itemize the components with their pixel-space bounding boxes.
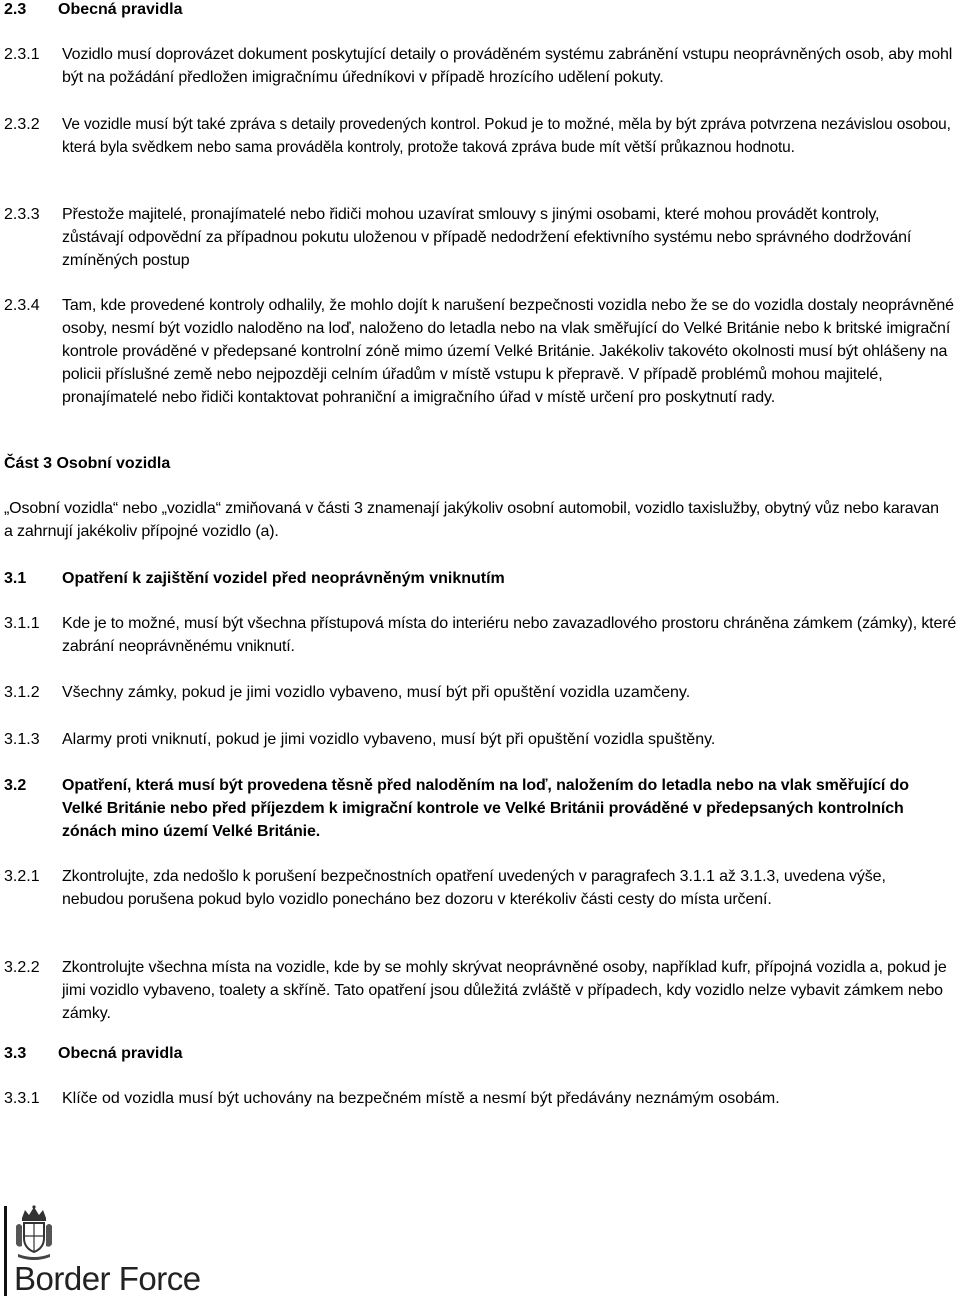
section-title: Obecná pravidla (58, 1, 183, 18)
paragraph-text: Všechny zámky, pokud je jimi vozidlo vybaveno, musí být při opuštění vozidla uzamčeny. (62, 684, 691, 701)
logo-divider (4, 1206, 7, 1296)
brand-name: Border Force (14, 1260, 201, 1297)
section-number: 2.3 (4, 1, 27, 18)
section-number: 3.1 (4, 570, 27, 587)
paragraph-text: Ve vozidle musí být také zpráva s detaily provedených kontrol. Pokud je to možné, měla by být zpráva potvrzena nezávislou osobou, která byla svědkem nebo sama prováděla kontroly, protože taková zpráva bude mít větší průkaznou hodnotu. (62, 116, 951, 156)
paragraph-number: 3.2.2 (4, 959, 40, 976)
section-title: Obecná pravidla (58, 1045, 183, 1062)
part-3-heading: Část 3 Osobní vozidla (4, 455, 171, 472)
section-title: Opatření k zajištění vozidel před neoprávněným vniknutím (62, 570, 505, 587)
paragraph-number: 3.1.2 (4, 684, 40, 701)
section-number: 3.2 (4, 777, 27, 794)
royal-crest-icon (12, 1204, 56, 1264)
section-3-1-heading (4, 567, 954, 590)
paragraph-text: Zkontrolujte všechna místa na vozidle, kde by se mohly skrývat neoprávněné osoby, například kufr, přípojná vozidla a, pokud je jimi vozidlo vybaveno, toalety a skříně. Tato opatření jsou důležitá zvláště v případech, kdy vozidlo nelze vybavit zámkem nebo zámky. (62, 959, 947, 1022)
paragraph-text: Tam, kde provedené kontroly odhalily, že mohlo dojít k narušení bezpečnosti vozidla nebo že se do vozidla dostaly neoprávněné osoby, nesmí být vozidlo naloděno na loď, naloženo do letadla nebo na vlak směřující do Velké Británie nebo k britské imigrační kontrole prováděné v předepsané kontrolní zóně mimo území Velké Británie. Jakékoliv takovéto okolnosti musí být ohlášeny na policii příslušné země nebo nejpozději celním úřadům v místě vstupu k přepravě. V případě problémů mohou majitelé, pronajímatelé nebo řidiči kontaktovat pohraniční a imigračního úřad v místě určení pro poskytnutí rady. (62, 297, 954, 406)
part-3-intro: „Osobní vozidla“ nebo „vozidla“ zmiňovaná v části 3 znamenají jakýkoliv osobní automobil, vozidlo taxislužby, obytný vůz nebo karavan a zahrnují jakékoliv přípojné vozidlo (a). (4, 500, 939, 540)
paragraph-text: Alarmy proti vniknutí, pokud je jimi vozidlo vybaveno, musí být při opuštění vozidla spuštěny. (62, 731, 716, 748)
section-title: Opatření, která musí být provedena těsně před naloděním na loď, naložením do letadla nebo na vlak směřující do Velké Británie nebo před příjezdem k imigrační kontrole ve Velké Británii prováděné v předepsaných kontrolních zónách mino území Velké Británie. (62, 777, 909, 840)
paragraph-number: 3.2.1 (4, 868, 40, 885)
border-force-logo (4, 1204, 244, 1298)
paragraph-text: Přestože majitelé, pronajímatelé nebo řidiči mohou uzavírat smlouvy s jinými osobami, které mohou provádět kontroly, zůstávají odpovědní za případnou pokutu uloženou v případě nedodržení efektivního systému nebo správného dodržování zmíněných postup (62, 206, 912, 269)
paragraph-text: Kde je to možné, musí být všechna přístupová místa do interiéru nebo zavazadlového prostoru chráněna zámkem (zámky), které zabrání neoprávněnému vniknutí. (62, 615, 957, 655)
paragraph-number: 3.3.1 (4, 1090, 40, 1107)
paragraph-number: 2.3.1 (4, 46, 40, 63)
paragraph-number: 2.3.3 (4, 206, 40, 223)
paragraph-number: 2.3.2 (4, 116, 40, 133)
section-2-3-heading (4, 0, 944, 21)
paragraph-text: Zkontrolujte, zda nedošlo k porušení bezpečnostních opatření uvedených v paragrafech 3.1.1 až 3.1.3, uvedena výše, nebudou porušena pokud bylo vozidlo ponecháno bez dozoru v kterékoliv části cesty do místa určení. (62, 868, 886, 908)
paragraph-number: 2.3.4 (4, 297, 40, 314)
paragraph-text: Vozidlo musí doprovázet dokument poskytující detaily o prováděném systému zabránění vstupu neoprávněných osob, aby mohl být na požádání předložen imigračnímu úředníkovi v případě hrozícího udělení pokuty. (62, 46, 953, 86)
paragraph-number: 3.1.1 (4, 615, 40, 632)
section-3-3-heading (4, 1042, 944, 1065)
paragraph-text: Klíče od vozidla musí být uchovány na bezpečném místě a nesmí být předávány neznámým osobám. (62, 1090, 780, 1107)
paragraph-number: 3.1.3 (4, 731, 40, 748)
section-number: 3.3 (4, 1045, 27, 1062)
